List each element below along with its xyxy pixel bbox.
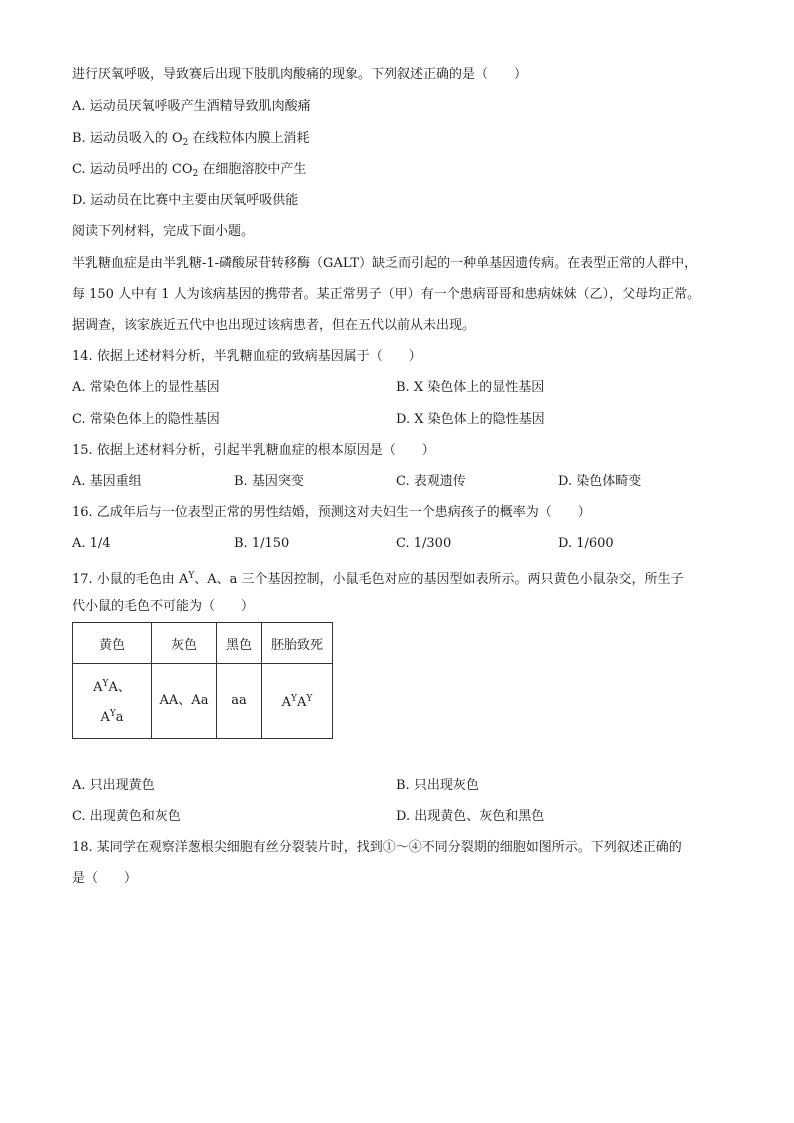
q14-option-d: D. X 染色体上的隐性基因 xyxy=(396,412,545,427)
table-header-cell: 黄色 xyxy=(73,623,152,664)
material-line-1: 半乳糖血症是由半乳糖-1-磷酸尿苷转移酶（GALT）缺乏而引起的一种单基因遗传病。在表型正常的人群中， xyxy=(72,256,698,271)
material-line-3: 据调查，该家族近五代中也出现过该病患者，但在五代以前从未出现。 xyxy=(72,318,476,333)
q16-option-d: D. 1/600 xyxy=(558,536,614,551)
q17-option-c: C. 出现黄色和灰色 xyxy=(72,809,181,824)
q13-option-d: D. 运动员在比赛中主要由厌氧呼吸供能 xyxy=(72,193,299,208)
question-18-stem-line-2: 是（ ） xyxy=(72,871,138,886)
table-row xyxy=(73,664,333,739)
q15-option-a: A. 基因重组 xyxy=(72,474,142,489)
question-17-stem-line-2: 代小鼠的毛色不可能为（ ） xyxy=(72,599,255,614)
reading-instruction: 阅读下列材料，完成下面小题。 xyxy=(72,224,255,239)
question-18-stem: 18. 某同学在观察洋葱根尖细胞有丝分裂装片时，找到①～④不同分裂期的细胞如图所示。下列叙述正确的 xyxy=(72,840,682,855)
yellow-genotype-cell: $A^YA$、 $A^Ya$ xyxy=(73,664,152,739)
q13-option-c: C. 运动员呼出的 $CO_2$ 在细胞溶胶中产生 xyxy=(72,162,307,179)
gray-genotype-cell: AA、Aa xyxy=(152,664,217,739)
q16-option-b: B. 1/150 xyxy=(234,536,290,551)
question-14-stem: 14. 依据上述材料分析，半乳糖血症的致病基因属于（ ） xyxy=(72,349,422,364)
q15-option-c: C. 表观遗传 xyxy=(396,474,466,489)
q16-option-a: A. 1/4 xyxy=(72,536,111,551)
question-17-stem: 17. 小鼠的毛色由 $A^Y$、A、a 三个基因控制，小鼠毛色对应的基因型如表所示。两只黄色小鼠杂交，所生子 xyxy=(72,571,684,587)
black-genotype-cell: aa xyxy=(217,664,262,739)
q13-option-b: B. 运动员吸入的 $O_2$ 在线粒体内膜上消耗 xyxy=(72,131,310,148)
table-header-cell: 灰色 xyxy=(152,623,217,664)
question-13-stem-tail: 进行厌氧呼吸，导致赛后出现下肢肌肉酸痛的现象。下列叙述正确的是（ ） xyxy=(72,67,528,82)
table-header-cell: 胚胎致死 xyxy=(262,623,333,664)
q17-option-d: D. 出现黄色、灰色和黑色 xyxy=(396,809,545,824)
table-header-row xyxy=(73,623,333,664)
genotype-table xyxy=(72,622,333,739)
q14-option-c: C. 常染色体上的隐性基因 xyxy=(72,412,220,427)
table-header-cell: 黑色 xyxy=(217,623,262,664)
question-15-stem: 15. 依据上述材料分析，引起半乳糖血症的根本原因是（ ） xyxy=(72,443,435,458)
q17-option-a: A. 只出现黄色 xyxy=(72,778,155,793)
q14-option-b: B. X 染色体上的显性基因 xyxy=(396,380,545,395)
q16-option-c: C. 1/300 xyxy=(396,536,452,551)
q17-option-b: B. 只出现灰色 xyxy=(396,778,479,793)
q15-option-b: B. 基因突变 xyxy=(234,474,304,489)
lethal-genotype-cell: $A^YA^Y$ xyxy=(262,664,333,739)
material-line-2: 每 150 人中有 1 人为该病基因的携带者。某正常男子（甲）有一个患病哥哥和患病妹妹（乙），父母均正常。 xyxy=(72,287,701,302)
q15-option-d: D. 染色体畸变 xyxy=(558,474,642,489)
q13-option-a: A. 运动员厌氧呼吸产生酒精导致肌肉酸痛 xyxy=(72,99,311,114)
question-16-stem: 16. 乙成年后与一位表型正常的男性结婚，预测这对夫妇生一个患病孩子的概率为（ ） xyxy=(72,505,591,520)
q14-option-a: A. 常染色体上的显性基因 xyxy=(72,380,220,395)
